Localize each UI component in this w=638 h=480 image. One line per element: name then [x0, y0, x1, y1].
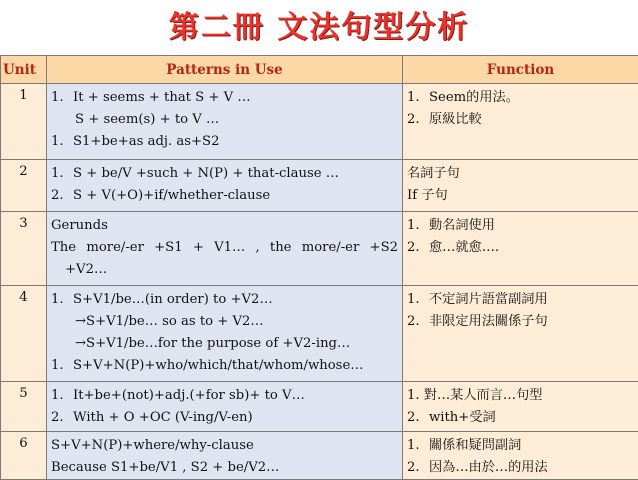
- function-line: 1. Seem的用法。: [407, 87, 634, 109]
- table-row: [1, 432, 638, 480]
- pattern-line: 1. It + seems + that S + V …: [51, 87, 398, 109]
- patterns-cell: [47, 212, 403, 286]
- pattern-line: S + seem(s) + to V …: [51, 109, 398, 131]
- unit-cell: 1: [1, 84, 47, 160]
- function-line: 1. 對…某人而言…句型: [407, 385, 634, 407]
- pattern-line: 1. S+V+N(P)+who/which/that/whom/whose…: [51, 355, 398, 377]
- pattern-line: 1. It+be+(not)+adj.(+for sb)+ to V…: [51, 385, 398, 407]
- pattern-line: +V2…: [51, 259, 398, 281]
- function-line: 2. 因為…由於…的用法: [407, 457, 634, 479]
- pattern-line: →S+V1/be…for the purpose of +V2-ing…: [51, 333, 398, 355]
- function-line: 1. 關係和疑問副詞: [407, 435, 634, 457]
- function-cell: [403, 382, 638, 432]
- patterns-cell: [47, 382, 403, 432]
- header-function: Function: [403, 56, 638, 84]
- header-unit: Unit: [1, 56, 47, 84]
- function-line: 名詞子句: [407, 163, 634, 185]
- table-header-row: [1, 56, 638, 84]
- pattern-line: 2. S + V(+O)+if/whether-clause: [51, 185, 398, 207]
- unit-cell: 5: [1, 382, 47, 432]
- unit-cell: 6: [1, 432, 47, 480]
- function-cell: [403, 432, 638, 480]
- pattern-line: 1. S1+be+as adj. as+S2: [51, 131, 398, 153]
- unit-cell: 4: [1, 286, 47, 382]
- unit-cell: 3: [1, 212, 47, 286]
- table-row: [1, 286, 638, 382]
- grammar-table: [0, 55, 638, 480]
- pattern-line: S+V+N(P)+where/why-clause: [51, 435, 398, 457]
- patterns-cell: [47, 286, 403, 382]
- pattern-line: Because S1+be/V1 , S2 + be/V2…: [51, 457, 398, 479]
- pattern-line: →S+V1/be… so as to + V2…: [51, 311, 398, 333]
- patterns-cell: [47, 160, 403, 212]
- function-cell: [403, 212, 638, 286]
- function-cell: [403, 160, 638, 212]
- function-line: 1. 不定詞片語當副詞用: [407, 289, 634, 311]
- patterns-cell: [47, 84, 403, 160]
- function-line: If 子句: [407, 185, 634, 207]
- function-line: 2. 原級比較: [407, 109, 634, 131]
- table-row: [1, 382, 638, 432]
- pattern-line: The more/-er +S1 + V1… , the more/-er +S2: [51, 237, 398, 259]
- function-line: 1. 動名詞使用: [407, 215, 634, 237]
- table-row: [1, 160, 638, 212]
- header-patterns: Patterns in Use: [47, 56, 403, 84]
- pattern-line: 2. With + O +OC (V-ing/V-en): [51, 407, 398, 429]
- function-line: 2. 非限定用法關係子句: [407, 311, 634, 333]
- function-cell: [403, 84, 638, 160]
- pattern-line: 1. S + be/V +such + N(P) + that-clause …: [51, 163, 398, 185]
- function-line: 2. with+受詞: [407, 407, 634, 429]
- table-row: [1, 212, 638, 286]
- unit-cell: 2: [1, 160, 47, 212]
- page-title: 第二冊 文法句型分析: [0, 0, 638, 55]
- pattern-line: Gerunds: [51, 215, 398, 237]
- function-cell: [403, 286, 638, 382]
- pattern-line: 1. S+V1/be…(in order) to +V2…: [51, 289, 398, 311]
- table-row: [1, 84, 638, 160]
- patterns-cell: [47, 432, 403, 480]
- function-line: 2. 愈…就愈….: [407, 237, 634, 259]
